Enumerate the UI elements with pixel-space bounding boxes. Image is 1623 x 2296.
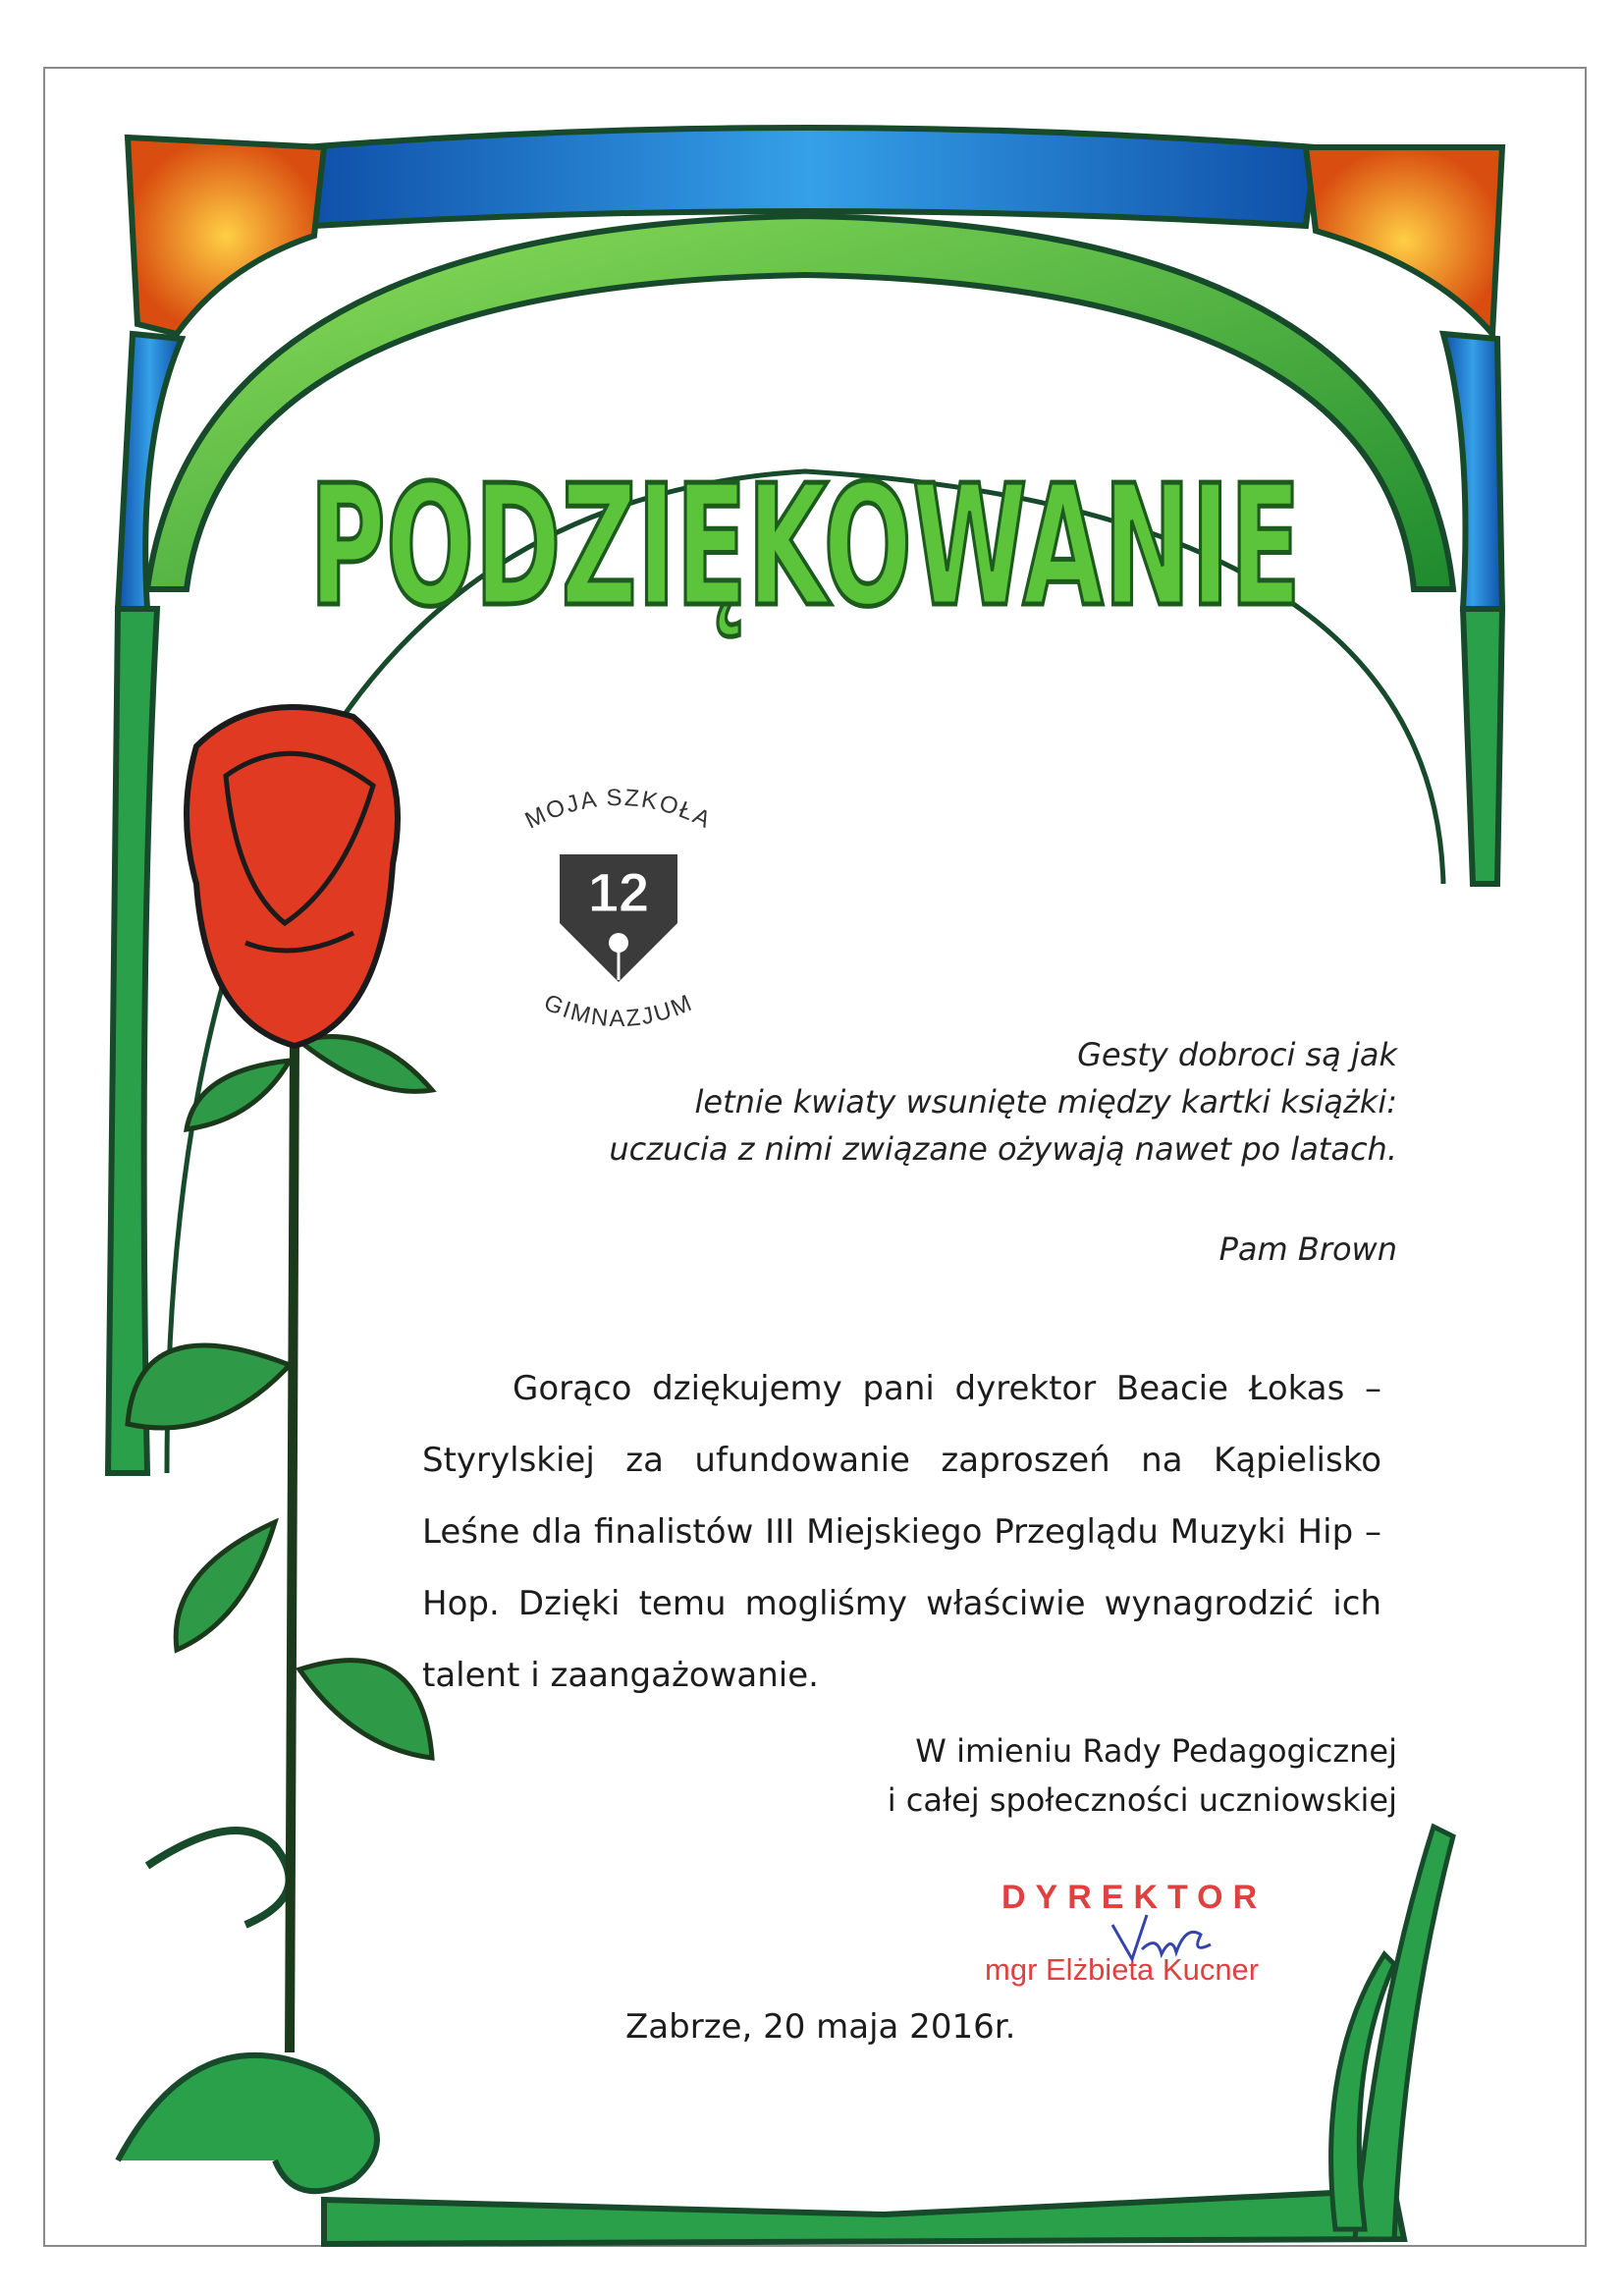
stamp-title: DYREKTOR <box>1001 1879 1268 1916</box>
thanks-paragraph: Gorąco dziękujemy pani dyrektor Beacie Łokas – Styrylskiej za ufundowanie zaproszeń na Kąpielisko Leśne dla finalistów III Miejskiego Przeglądu Muzyki Hip – Hop. Dzięki temu mogliśmy właściwie wynagrodzić ich talent i zaangażowanie. <box>422 1369 1381 1695</box>
svg-text:MOJA SZKOŁA: MOJA SZKOŁA <box>520 784 717 835</box>
school-logo <box>491 756 746 1051</box>
svg-text:GIMNAZJUM: GIMNAZJUM <box>540 989 697 1033</box>
svg-text:12: 12 <box>587 861 650 923</box>
quote-line: uczucia z nimi związane ożywają nawet po latach. <box>609 1130 1397 1168</box>
closing <box>888 1726 1397 1825</box>
quote-author: Pam Brown <box>1218 1230 1397 1268</box>
svg-text:PODZIĘKOWANIE: PODZIĘKOWANIE <box>309 450 1301 644</box>
quote-line: Gesty dobroci są jak <box>1077 1036 1397 1073</box>
handwritten-signature <box>1108 1905 1216 1974</box>
closing-line: i całej społeczności uczniowskiej <box>887 1781 1397 1819</box>
quote-line: letnie kwiaty wsunięte między kartki książki: <box>694 1083 1397 1121</box>
body-text <box>422 1353 1381 1712</box>
stamp-name: mgr Elżbieta Kucner <box>985 1952 1260 1987</box>
page-title <box>285 412 1325 658</box>
place-date: Zabrze, 20 maja 2016r. <box>625 2007 1016 2047</box>
quote <box>514 1031 1397 1173</box>
closing-line: W imieniu Rady Pedagogicznej <box>915 1732 1397 1770</box>
